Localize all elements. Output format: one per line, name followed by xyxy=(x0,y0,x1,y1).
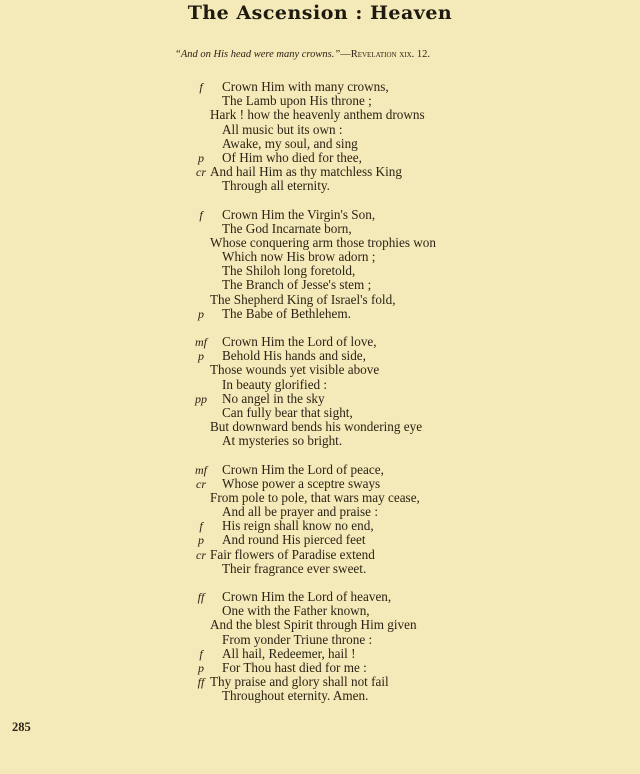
dynamic-marking: p xyxy=(198,349,204,364)
line-text: Whose conquering arm those trophies won xyxy=(210,234,436,250)
line-text: Which now His brow adorn ; xyxy=(222,249,376,265)
hymn-line xyxy=(0,548,640,562)
line-text: Whose power a sceptre sways xyxy=(222,475,381,491)
hymn-line xyxy=(0,505,640,519)
dynamic-marking: pp xyxy=(195,391,207,406)
line-text: And all be prayer and praise : xyxy=(222,504,378,520)
stanza xyxy=(0,208,640,322)
hymn-line xyxy=(0,94,640,108)
hymn-line xyxy=(0,463,640,477)
line-text: All music but its own : xyxy=(222,121,343,137)
hymn-line xyxy=(0,590,640,604)
line-text: And round His pierced feet xyxy=(222,532,366,548)
hymn-line xyxy=(0,80,640,94)
hymn-line xyxy=(0,137,640,151)
dynamic-marking: ff xyxy=(197,675,205,690)
hymn-line xyxy=(0,604,640,618)
hymn-line xyxy=(0,335,640,349)
hymn-line xyxy=(0,633,640,647)
line-text: And the blest Spirit through Him given xyxy=(210,617,417,633)
line-text: The Shepherd King of Israel's fold, xyxy=(210,291,396,307)
hymn-line xyxy=(0,363,640,377)
hymn-line xyxy=(0,675,640,689)
hymn-line xyxy=(0,307,640,321)
dynamic-marking: mf xyxy=(195,335,207,349)
hymn-line xyxy=(0,349,640,363)
line-text: In beauty glorified : xyxy=(222,376,328,392)
line-text: No angel in the sky xyxy=(222,390,325,406)
hymn-line xyxy=(0,250,640,264)
hymn-line xyxy=(0,689,640,703)
hymn-line xyxy=(0,406,640,420)
line-text: Those wounds yet visible above xyxy=(210,362,380,378)
dynamic-marking: mf xyxy=(195,462,207,477)
dynamic-marking: f xyxy=(199,207,203,222)
line-text: Of Him who died for thee, xyxy=(222,149,362,165)
line-text: At mysteries so bright. xyxy=(222,433,343,449)
dynamic-marking: p xyxy=(198,660,204,675)
line-text: Thy praise and glory shall not fail xyxy=(210,674,389,690)
line-text: The Lamb upon His throne ; xyxy=(222,93,372,109)
line-text: From pole to pole, that wars may cease, xyxy=(210,489,420,505)
hymn-line xyxy=(0,108,640,122)
line-text: And hail Him as thy matchless King xyxy=(210,164,402,180)
line-text: Awake, my soul, and sing xyxy=(222,135,358,151)
hymn-line xyxy=(0,293,640,307)
hymn-line xyxy=(0,392,640,406)
line-text: Can fully bear that sight, xyxy=(222,404,353,420)
hymn-line xyxy=(0,519,640,533)
line-text: The Branch of Jesse's stem ; xyxy=(222,277,372,293)
epigraph-source: —Revelation xix. 12. xyxy=(340,49,431,60)
line-text: From yonder Triune throne : xyxy=(222,631,373,647)
dynamic-marking: cr xyxy=(196,476,206,491)
dynamic-marking: f xyxy=(199,80,203,94)
hymn-line xyxy=(0,179,640,193)
line-text: The Babe of Bethlehem. xyxy=(222,305,351,321)
line-text: Throughout eternity. Amen. xyxy=(222,688,369,704)
line-text: Crown Him the Virgin's Son, xyxy=(222,206,376,222)
line-text: Crown Him the Lord of peace, xyxy=(222,461,384,477)
line-text: Hark ! how the heavenly anthem drowns xyxy=(210,107,425,123)
hymn-line xyxy=(0,151,640,165)
line-text: Crown Him with many crowns, xyxy=(222,79,389,94)
line-text: The Shiloh long foretold, xyxy=(222,263,356,279)
hymn-line xyxy=(0,123,640,137)
line-text: Their fragrance ever sweet. xyxy=(222,560,367,576)
hymn-line xyxy=(0,208,640,222)
hymn-line xyxy=(0,264,640,278)
hymn-line xyxy=(0,491,640,505)
dynamic-marking: p xyxy=(198,306,204,321)
dynamic-marking: ff xyxy=(197,590,205,604)
hymn-line xyxy=(0,618,640,632)
hymn-line xyxy=(0,420,640,434)
hymn-line xyxy=(0,378,640,392)
hymn-line xyxy=(0,477,640,491)
line-text: Through all eternity. xyxy=(222,178,330,194)
line-text: For Thou hast died for me : xyxy=(222,659,367,675)
hymn-line xyxy=(0,434,640,448)
page-number: 285 xyxy=(12,720,31,734)
stanza xyxy=(0,590,640,704)
line-text: One with the Father known, xyxy=(222,603,370,619)
hymn-line xyxy=(0,647,640,661)
line-text: The God Incarnate born, xyxy=(222,220,352,236)
stanza xyxy=(0,80,640,194)
hymn-line xyxy=(0,533,640,547)
hymn-text xyxy=(0,80,640,718)
stanza xyxy=(0,335,640,449)
line-text: Crown Him the Lord of love, xyxy=(222,334,377,349)
hymn-line xyxy=(0,661,640,675)
epigraph xyxy=(175,49,495,60)
hymn-line xyxy=(0,562,640,576)
page-title: The Ascension : Heaven xyxy=(187,2,453,24)
line-text: All hail, Redeemer, hail ! xyxy=(222,645,356,661)
dynamic-marking: p xyxy=(198,533,204,548)
dynamic-marking: f xyxy=(199,646,203,661)
dynamic-marking: cr xyxy=(196,547,206,562)
dynamic-marking: cr xyxy=(196,165,206,180)
stanza xyxy=(0,463,640,577)
hymn-line xyxy=(0,236,640,250)
epigraph-quote: “And on His head were many crowns.” xyxy=(175,49,341,60)
line-text: But downward bends his wondering eye xyxy=(210,419,423,435)
line-text: Behold His hands and side, xyxy=(222,348,366,364)
dynamic-marking: p xyxy=(198,150,204,165)
hymn-line xyxy=(0,222,640,236)
line-text: Crown Him the Lord of heaven, xyxy=(222,589,392,604)
hymn-line xyxy=(0,165,640,179)
dynamic-marking: f xyxy=(199,519,203,534)
line-text: His reign shall know no end, xyxy=(222,518,374,534)
line-text: Fair flowers of Paradise extend xyxy=(210,546,375,562)
hymn-line xyxy=(0,278,640,292)
